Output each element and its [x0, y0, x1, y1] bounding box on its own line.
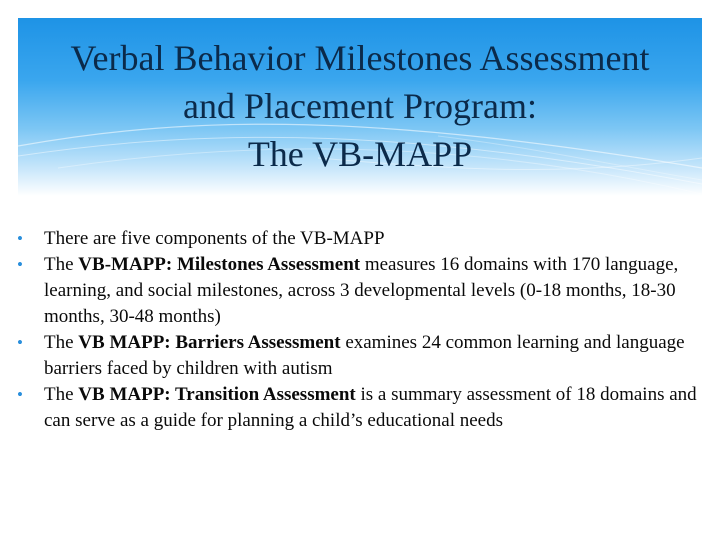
bullet-bold-term: VB MAPP: Transition Assessment	[78, 384, 356, 405]
bullet-dot-icon: •	[17, 333, 23, 352]
title-banner	[18, 18, 702, 196]
bullet-text: examines 24 common learning and language barriers faced by children with autism	[44, 332, 685, 379]
bullet-text: measures 16 domains with 170 language, learning, and social milestones, across 3 developmental levels (0-18 months, 18-30 months, 30-48 months)	[44, 254, 679, 327]
bullet-item-milestones	[14, 252, 698, 330]
bullet-item-transition	[14, 382, 698, 434]
slide-title	[18, 34, 702, 178]
title-line-3: The VB-MAPP	[247, 134, 473, 174]
bullet-text: The	[44, 254, 79, 275]
bullet-text: The	[44, 384, 79, 405]
bullet-dot-icon: •	[17, 255, 23, 274]
bullet-text: There are five components of the VB-MAPP	[44, 228, 385, 249]
bullet-bold-term: VB MAPP: Barriers Assessment	[78, 332, 341, 353]
bullet-text: The	[44, 332, 79, 353]
title-line-1: Verbal Behavior Milestones Assessment	[70, 38, 650, 78]
bullet-dot-icon: •	[17, 229, 23, 248]
bullet-item-barriers	[14, 330, 698, 382]
bullet-item-components	[14, 226, 698, 252]
bullet-bold-term: VB-MAPP: Milestones Assessment	[78, 254, 361, 275]
bullet-list	[14, 226, 698, 434]
title-line-2: and Placement Program:	[183, 86, 537, 126]
bullet-dot-icon: •	[17, 385, 23, 404]
bullet-text: is a summary assessment of 18 domains and can serve as a guide for planning a child’s educational needs	[44, 384, 697, 431]
